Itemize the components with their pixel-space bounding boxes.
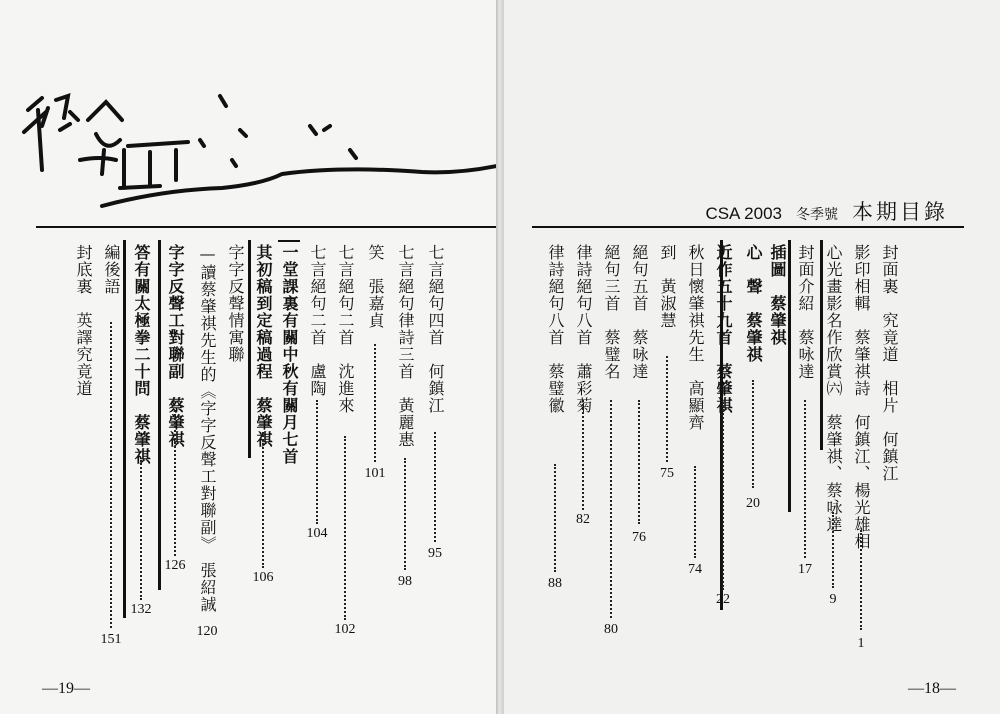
toc-entry-r11[interactable] xyxy=(600,0,622,637)
toc-entry-l8[interactable] xyxy=(224,0,246,363)
toc-entry-l11[interactable] xyxy=(130,0,152,617)
toc-entry-r5[interactable] xyxy=(766,0,788,346)
toc-title: 絕句五首 蔡咏達 xyxy=(630,244,649,380)
left-column-bar-1 xyxy=(248,240,251,458)
toc-entry-l4[interactable] xyxy=(334,0,356,637)
toc-title: 一堂課裏有關中秋有關月七首 xyxy=(280,244,299,465)
right-page xyxy=(504,0,1000,714)
toc-page-number: 101 xyxy=(364,466,386,481)
toc-page-number: 75 xyxy=(660,466,674,481)
toc-title-heading: 本期目錄 xyxy=(852,200,948,224)
toc-page-number: 20 xyxy=(746,496,760,511)
toc-title: 律詩絕句八首 蔡璧徽 xyxy=(546,244,565,414)
toc-entry-r7[interactable] xyxy=(712,0,734,607)
toc-entry-l5[interactable] xyxy=(306,0,328,541)
toc-entry-l12[interactable] xyxy=(100,0,122,647)
toc-page-number: 80 xyxy=(604,622,618,637)
toc-title: 插圖 蔡肇祺 xyxy=(768,244,787,346)
toc-title: 封面介紹 蔡咏達 xyxy=(796,244,815,380)
toc-page-number: 9 xyxy=(829,592,837,607)
toc-page-number: 104 xyxy=(306,526,328,541)
toc-page-number: 151 xyxy=(100,632,122,647)
toc-entry-r2[interactable] xyxy=(850,0,872,651)
toc-page-number: 102 xyxy=(334,622,356,637)
toc-title: 笑 張嘉貞 xyxy=(366,244,385,329)
toc-entry-l3[interactable] xyxy=(364,0,386,481)
toc-entry-r8[interactable] xyxy=(684,0,706,577)
toc-title: 七言絕句二首 盧陶 xyxy=(308,244,327,397)
toc-title: 答有關太極拳二十問 蔡肇祺 xyxy=(132,244,151,465)
toc-page-number: 126 xyxy=(164,558,186,573)
toc-entry-l9[interactable] xyxy=(196,0,218,639)
toc-entry-r13[interactable] xyxy=(544,0,566,591)
toc-page-number: 95 xyxy=(428,546,442,561)
left-page-number: —19— xyxy=(42,680,90,697)
toc-entry-r6[interactable] xyxy=(742,0,764,511)
toc-title: 近作五十九首 蔡肇祺 xyxy=(714,244,733,414)
right-column-bar-2 xyxy=(788,240,791,512)
toc-title: 絕句三首 蔡璧名 xyxy=(602,244,621,380)
toc-entry-l7[interactable] xyxy=(252,0,274,585)
book-spine xyxy=(496,0,504,714)
toc-page-number: 82 xyxy=(576,512,590,527)
toc-title: 編後語 xyxy=(102,244,121,295)
toc-title: 到 黃淑慧 xyxy=(658,244,677,329)
toc-title: 七言絕句二首 沈進來 xyxy=(336,244,355,414)
toc-page-number: 1 xyxy=(857,636,865,651)
toc-page-number: 106 xyxy=(252,570,274,585)
toc-page-number: 88 xyxy=(548,576,562,591)
toc-title: 秋日懷肇祺先生 高顯齊 xyxy=(686,244,705,431)
toc-entry-r1[interactable] xyxy=(878,0,900,482)
toc-page-number: 132 xyxy=(130,602,152,617)
left-column-bar-2 xyxy=(158,240,161,590)
toc-page-number: 17 xyxy=(798,562,812,577)
toc-title: 律詩絕句八首 蕭彩菊 xyxy=(574,244,593,414)
magazine-issue: CSA 2003 xyxy=(705,204,782,223)
toc-entry-l1[interactable] xyxy=(424,0,446,561)
toc-title: 字字反聲工對聯副 蔡肇祺 xyxy=(166,244,185,448)
toc-entry-l6[interactable] xyxy=(278,0,300,465)
toc-title: 七言絕句律詩三首 黃麗惠 xyxy=(396,244,415,448)
toc-page-number: 22 xyxy=(716,592,730,607)
toc-entry-r10[interactable] xyxy=(628,0,650,545)
left-page xyxy=(0,0,496,714)
toc-title: 封底裏 英譯究竟道 xyxy=(74,244,93,397)
toc-title: 字字反聲情寓聯 xyxy=(226,244,245,363)
toc-entry-r12[interactable] xyxy=(572,0,594,527)
toc-title: 其初稿到定稿過程 蔡肇祺 xyxy=(254,244,273,448)
toc-page-number: 76 xyxy=(632,530,646,545)
toc-entry-r4[interactable] xyxy=(794,0,816,577)
toc-title: 影印相輯 蔡肇祺詩 何鎮江、楊光雄相 xyxy=(852,244,871,550)
toc-entry-r9[interactable] xyxy=(656,0,678,481)
toc-title: 封面裏 究竟道 相片 何鎮江 xyxy=(880,244,899,482)
left-column-bar-3 xyxy=(123,240,126,618)
toc-title: 心 聲 蔡肇祺 xyxy=(744,244,763,363)
toc-title: 七言絕句四首 何鎮江 xyxy=(426,244,445,414)
right-page-number: —18— xyxy=(908,680,956,697)
toc-entry-l10[interactable] xyxy=(164,0,186,573)
toc-page-number: 74 xyxy=(688,562,702,577)
toc-entry-l13[interactable] xyxy=(72,0,94,397)
toc-entry-l2[interactable] xyxy=(394,0,416,589)
toc-title: 心光畫影名作欣賞㈥ 蔡肇祺、蔡咏達 xyxy=(824,244,843,533)
toc-page-number: 120 xyxy=(196,624,218,639)
toc-entry-r3[interactable] xyxy=(822,0,844,607)
toc-title: —讀蔡肇祺先生的《字字反聲工對聯副》 張紹誠 xyxy=(198,244,217,613)
issue-season: 冬季號 xyxy=(796,207,838,223)
toc-page-number: 98 xyxy=(398,574,412,589)
